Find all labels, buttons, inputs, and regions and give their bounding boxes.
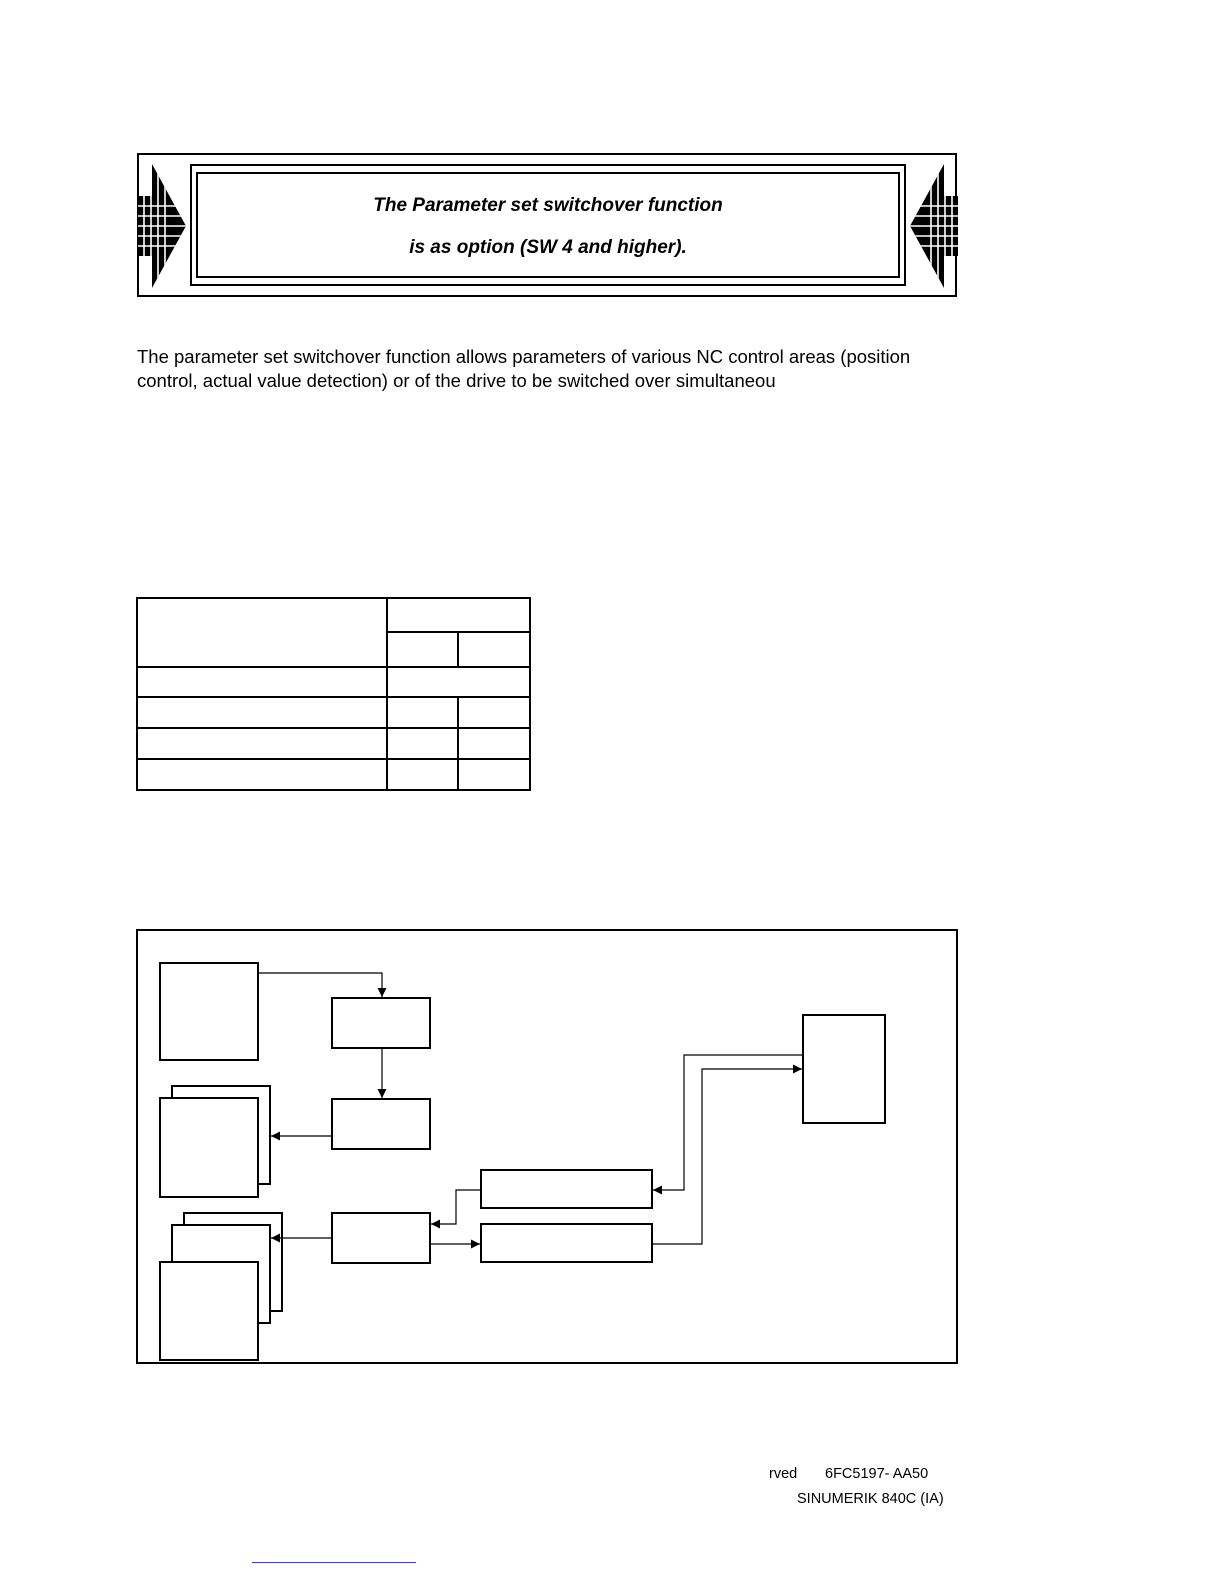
parameter-table (136, 596, 532, 793)
diagram-block-lower-middle (332, 1213, 430, 1263)
footer-left-fragment: rved (769, 1466, 798, 1482)
connector-arrow (431, 1190, 481, 1224)
diagram-block-wide-lower (481, 1224, 652, 1262)
connector-arrow (652, 1069, 802, 1244)
intro-paragraph: The parameter set switchover function allows parameters of various NC control areas (position control, actual value detection) or of the drive to be switched over simultaneou (137, 346, 911, 391)
block-diagram (136, 928, 960, 1366)
right-pointing-grid-arrow-icon (138, 164, 186, 288)
diagram-stack-2-front (160, 1098, 258, 1197)
diagram-block-upper-middle (332, 998, 430, 1048)
diagram-block-top-left (160, 963, 258, 1060)
diagram-block-right (803, 1015, 885, 1123)
left-pointing-grid-arrow-icon (910, 164, 958, 288)
option-notice-line-1: The Parameter set switchover function (373, 195, 723, 216)
connector-arrow (653, 1055, 803, 1190)
footer-link-underline[interactable] (252, 1562, 416, 1563)
option-notice-inner-box (196, 172, 900, 278)
diagram-block-middle (332, 1099, 430, 1149)
diagram-stack-3-front (160, 1262, 258, 1360)
option-notice-line-2: is as option (SW 4 and higher). (409, 237, 687, 258)
diagram-block-wide-upper (481, 1170, 652, 1208)
footer-product: SINUMERIK 840C (IA) (797, 1491, 944, 1507)
table-outline (137, 598, 530, 790)
footer-order-number: 6FC5197- AA50 (825, 1466, 929, 1482)
connector-arrow (258, 973, 382, 997)
